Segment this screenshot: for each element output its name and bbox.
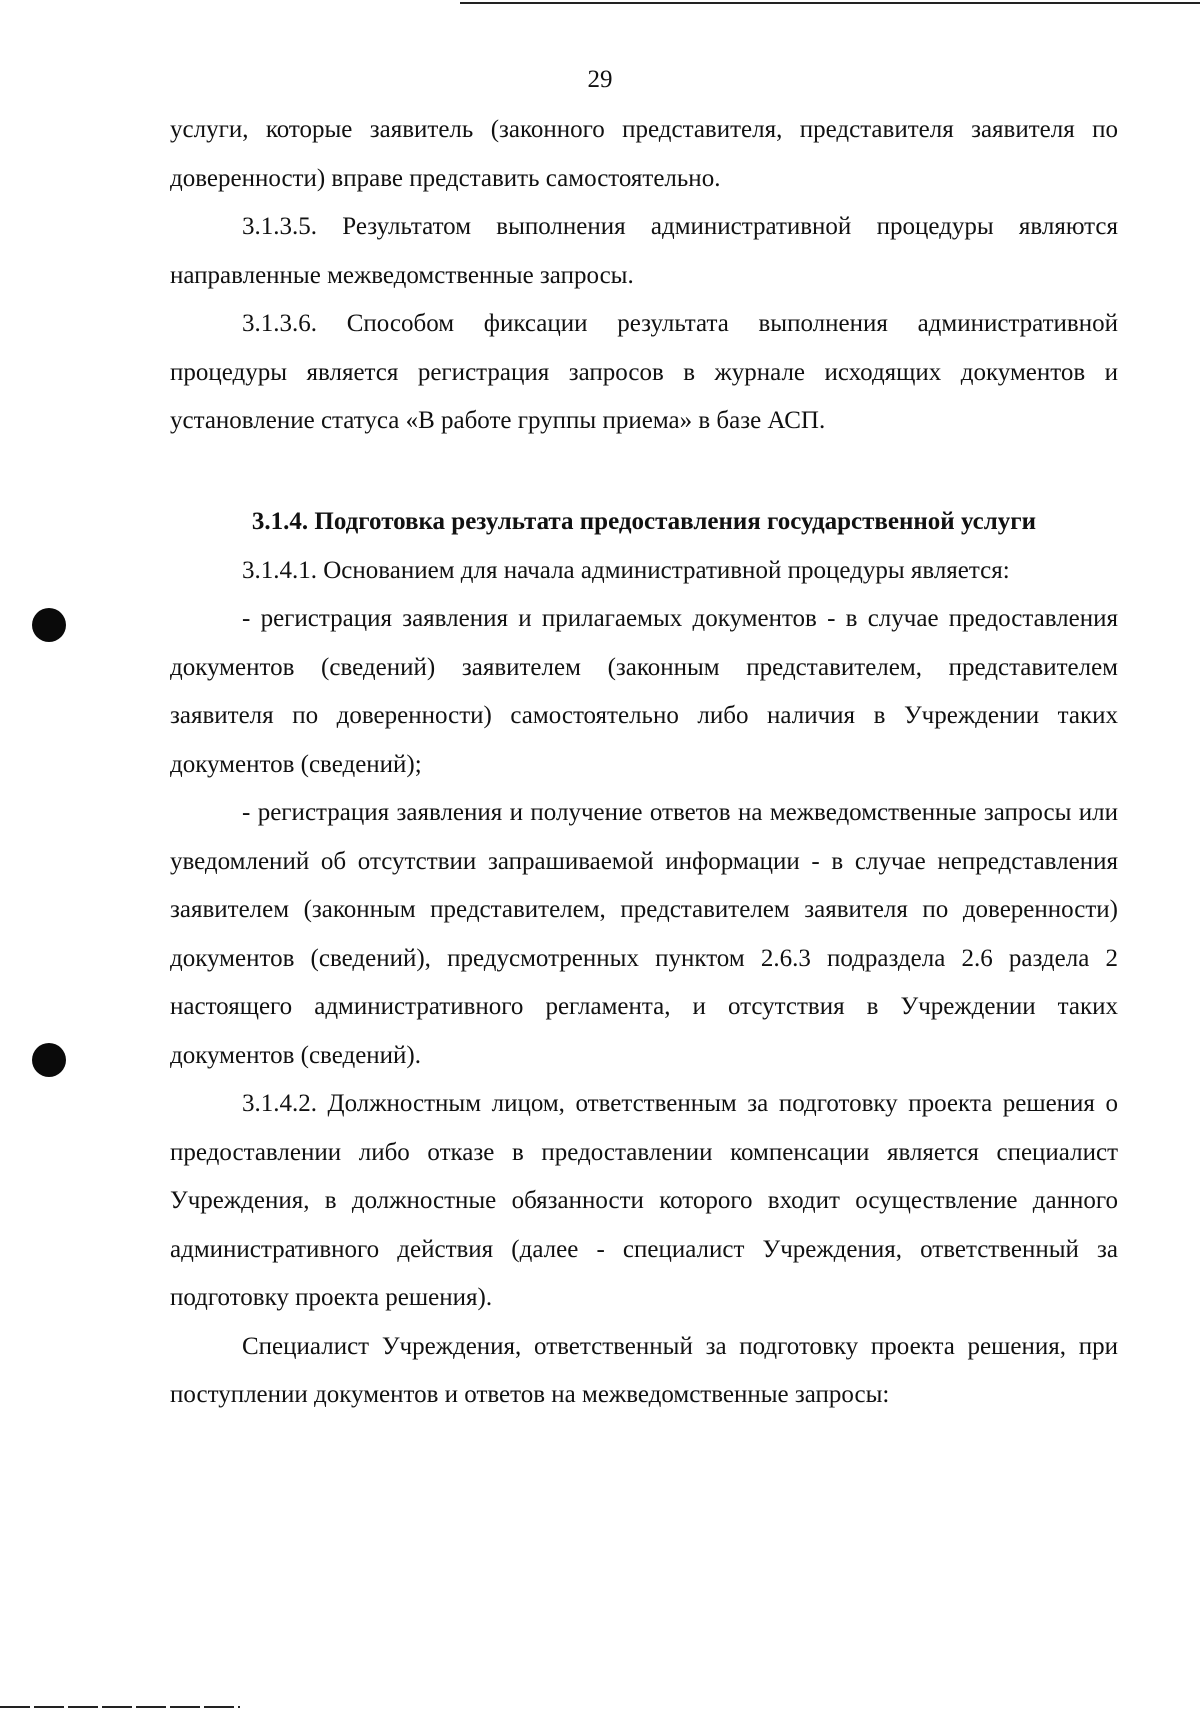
- paragraph-bullet-2: - регистрация заявления и получение ответов на межведомственные запросы или уведомлений об отсутствии запрашиваемой информации - в случае непредставления заявителем (законным представителем, представителем заявителя по доверенности) документов (сведений), предусмотренных пунктом 2.6.3 подраздела 2.6 раздела 2 настоящего административного регламента, и отсутствия в Учреждении таких документов (сведений).: [170, 799, 1118, 1069]
- document-body-bottom: [170, 498, 1118, 1420]
- paragraph-3-1-4-1: 3.1.4.1. Основанием для начала административной процедуры является:: [242, 556, 1010, 584]
- paragraph-specialist: Специалист Учреждения, ответственный за подготовку проекта решения, при поступлении документов и ответов на межведомственные запросы:: [170, 1332, 1118, 1408]
- document-body-top: [170, 106, 1118, 446]
- paragraph-bullet-1: - регистрация заявления и прилагаемых документов - в случае предоставления документов (сведений) заявителем (законным представителем, представителем заявителя по доверенности) самостоятельно либо наличия в Учреждении таких документов (сведений);: [170, 605, 1118, 778]
- scan-edge-top: [460, 2, 1200, 4]
- paragraph-3-1-3-6: 3.1.3.6. Способом фиксации результата выполнения административной процедуры является регистрация запросов в журнале исходящих документов и установление статуса «В работе группы приема» в базе АСП.: [170, 310, 1118, 434]
- page-number: 29: [587, 66, 613, 93]
- paragraph-3-1-4-2: 3.1.4.2. Должностным лицом, ответственным за подготовку проекта решения о предоставлении либо отказе в предоставлении компенсации является специалист Учреждения, в должностные обязанности которого входит осуществление данного административного действия (далее - специалист Учреждения, ответственный за подготовку проекта решения).: [170, 1090, 1118, 1311]
- punch-hole-lower: [32, 1043, 66, 1077]
- section-heading: 3.1.4. Подготовка результата предоставления государственной услуги: [251, 508, 1037, 535]
- scan-edge-bottom: [0, 1706, 240, 1708]
- paragraph-continuation: услуги, которые заявитель (законного представителя, представителя заявителя по доверенности) вправе представить самостоятельно.: [170, 116, 1118, 192]
- paragraph-3-1-3-5: 3.1.3.5. Результатом выполнения административной процедуры являются направленные межведомственные запросы.: [170, 213, 1118, 289]
- punch-hole-upper: [32, 608, 66, 642]
